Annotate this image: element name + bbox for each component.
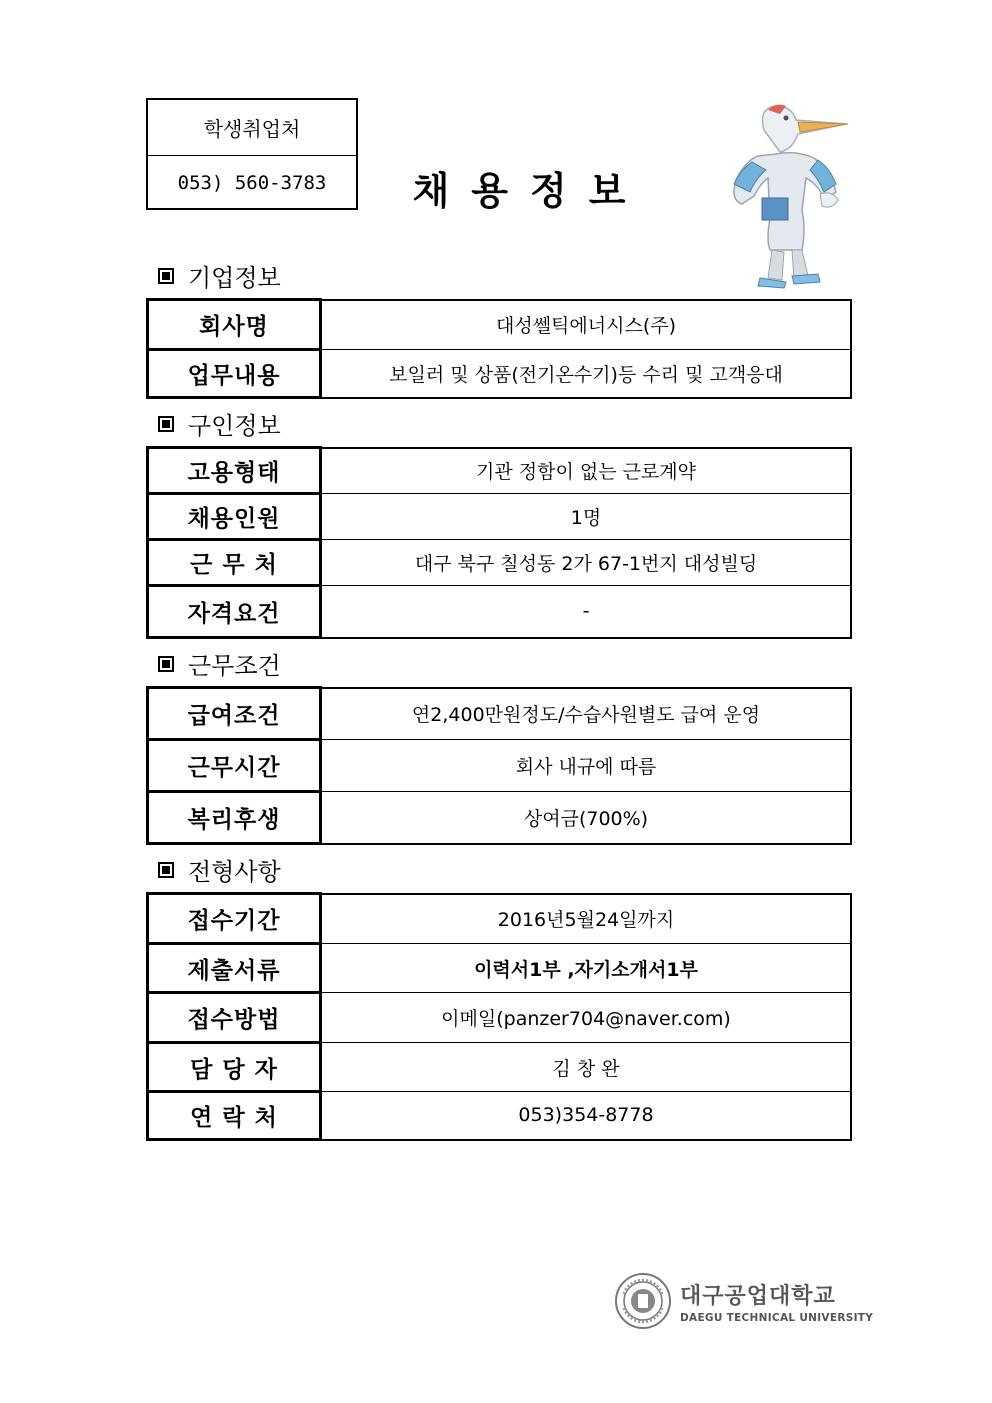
- square-bullet-icon: [158, 268, 174, 284]
- section-heading-conditions: [158, 646, 281, 681]
- table-label: 자격요건: [148, 586, 321, 638]
- contact-box-phone: 053) 560-3783: [148, 155, 356, 209]
- crane-mascot-icon: [706, 100, 856, 290]
- section-heading-selection: [158, 852, 281, 887]
- table-value: 대구 북구 칠성동 2가 67-1번지 대성빌딩: [321, 540, 852, 586]
- section-heading-company: [158, 258, 281, 293]
- table-value: 상여금(700%): [321, 792, 852, 844]
- table-label: 복리후생: [148, 792, 321, 844]
- table-row: [148, 350, 852, 398]
- table-row: [148, 1092, 852, 1140]
- table-value: 1명: [321, 494, 852, 540]
- contact-box-label: 학생취업처: [203, 117, 301, 141]
- table-value: 김 창 완: [321, 1043, 852, 1092]
- table-row: [148, 540, 852, 586]
- table-label: 접수기간: [148, 894, 321, 944]
- table-row: [148, 944, 852, 993]
- university-logo: [614, 1272, 873, 1330]
- square-bullet-icon: [158, 862, 174, 878]
- table-label: 근무시간: [148, 740, 321, 792]
- section-heading-text: 기업정보: [188, 264, 281, 292]
- table-label: 근 무 처: [148, 540, 321, 586]
- recruit-info-table: [146, 446, 852, 639]
- table-row: [148, 688, 852, 740]
- table-row: [148, 792, 852, 844]
- table-label: 회사명: [148, 300, 321, 350]
- table-label: 담 당 자: [148, 1043, 321, 1092]
- table-value: 2016년5월24일까지: [321, 894, 852, 944]
- section-heading-text: 근무조건: [188, 652, 281, 680]
- table-label: 제출서류: [148, 944, 321, 993]
- table-row: [148, 1043, 852, 1092]
- conditions-info-table: [146, 686, 852, 845]
- table-label: 연 락 처: [148, 1092, 321, 1140]
- table-label: 채용인원: [148, 494, 321, 540]
- square-bullet-icon: [158, 656, 174, 672]
- contact-box: [146, 98, 358, 210]
- university-name-en: DAEGU TECHNICAL UNIVERSITY: [680, 1311, 874, 1324]
- table-row: [148, 586, 852, 638]
- table-row: [148, 740, 852, 792]
- table-value: 연2,400만원정도/수습사원별도 급여 운영: [321, 688, 852, 740]
- table-label: 고용형태: [148, 448, 321, 494]
- table-row: [148, 300, 852, 350]
- table-label: 접수방법: [148, 993, 321, 1043]
- table-value: 보일러 및 상품(전기온수기)등 수리 및 고객응대: [321, 350, 852, 398]
- table-value: 053)354-8778: [321, 1092, 852, 1140]
- table-value: 대성쎌틱에너시스(주): [321, 300, 852, 350]
- table-label: 급여조건: [148, 688, 321, 740]
- square-bullet-icon: [158, 416, 174, 432]
- university-name-kr: 대구공업대학교: [680, 1283, 836, 1309]
- selection-info-table: [146, 892, 852, 1141]
- table-row: [148, 894, 852, 944]
- section-heading-recruit: [158, 406, 281, 441]
- table-row: [148, 448, 852, 494]
- table-value: 회사 내규에 따름: [321, 740, 852, 792]
- page-title: 채용정보: [412, 169, 648, 213]
- table-row: [148, 993, 852, 1043]
- table-value: 이메일(panzer704@naver.com): [321, 993, 852, 1043]
- section-heading-text: 구인정보: [188, 412, 281, 440]
- table-label: 업무내용: [148, 350, 321, 398]
- table-row: [148, 494, 852, 540]
- section-heading-text: 전형사항: [188, 858, 281, 886]
- table-value: -: [321, 586, 852, 638]
- table-value: 기관 정함이 없는 근로계약: [321, 448, 852, 494]
- university-seal-icon: [614, 1272, 672, 1330]
- table-value: 이력서1부 ,자기소개서1부: [321, 944, 852, 993]
- company-info-table: [146, 298, 852, 399]
